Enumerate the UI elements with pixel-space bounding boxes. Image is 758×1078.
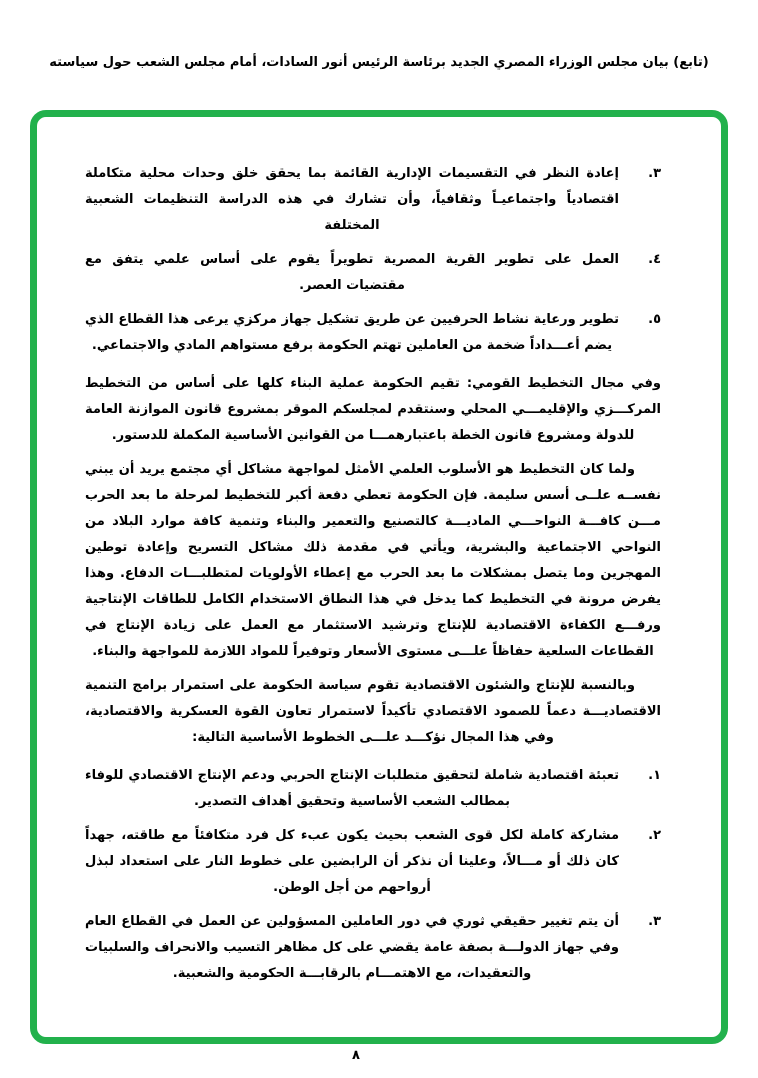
list-item-number: ١. xyxy=(648,768,661,783)
list-item-text: تعبئة اقتصادية شاملة لتحقيق متطلبات الإنتاج الحربي ودعم الإنتاج الاقتصادي للوفاء بمطالب الشعب الأساسية وتحقيق أهداف التصدير. xyxy=(85,768,619,809)
list-item-number: ٢. xyxy=(648,828,661,843)
paragraph-economic-affairs: وبالنسبة للإنتاج والشئون الاقتصادية تقوم سياسة الحكومة على استمرار برامج التنمية الاقتصاديـــة دعماً للصمود الاقتصادي تأكيداً لاستمرار تعاون القوة العسكرية والاقتصادية، وفي هذا المجال نؤكـــد علـــى الخطوط الأساسية التالية: xyxy=(85,678,661,745)
list-item-text: إعادة النظر في التقسيمات الإدارية القائمة بما يحقق خلق وحدات محلية متكاملة اقتصادياً واجتماعيـاً وثقافياً، وأن تشارك في هذه الدراسة التنظيمات الشعبية المختلفة xyxy=(85,166,619,233)
statement-frame xyxy=(30,110,728,1044)
list-item xyxy=(85,307,661,359)
list-item-text: مشاركة كاملة لكل قوى الشعب بحيث يكون عبء كل فرد متكافئاً مع طاقته، جهداً كان ذلك أو مـــالاً، وعلينا أن نذكر أن الرابضين على خطوط النار على استعداد لبذل أرواحهم من أجل الوطن. xyxy=(85,828,619,895)
list-item-number: ٣. xyxy=(648,166,661,181)
list-item xyxy=(85,247,661,299)
list-item xyxy=(85,763,661,815)
list-item-text: أن يتم تغيير حقيقي ثوري في دور العاملين المسؤولين عن العمل في القطاع العام وفي جهاز الدولـــة بصفة عامة يقضي على كل مظاهر التسيب والانحراف والسلبيات والتعقيدات، مع الاهتمـــام بالرقابـــة الحكومية والشعبية. xyxy=(85,914,619,981)
list-item xyxy=(85,161,661,239)
paragraph-planning-method: ولما كان التخطيط هو الأسلوب العلمي الأمثل لمواجهة مشاكل أي مجتمع يريد أن يبني نفســه علــى أسس سليمة. فإن الحكومة تعطي دفعة أكبر للتخطيط لمرحلة ما بعد الحرب مـــن كافـــة النواحـــي الماديـــة كالتصنيع والتعمير والبناء وتنمية كافة موارد البلاد من النواحي الاجتماعية والبشرية، ويأتي في مقدمة ذلك مشاكل التسريح وإعادة توطين المهجرين وما يتصل بمشكلات ما بعد الحرب مع إعطاء الأولويات لمتطلبـــات الدفاع. وهذا يفرض مرونة في التخطيط كما يدخل في هذا النطاق الاستخدام الكامل للطاقات الإنتاجية ورفـــع الكفاءة الاقتصادية للإنتاج وترشيد الاستثمار مع العمل على زيادة الإنتاج في القطاعات السلعية حفاظاً علـــى مستوى الأسعار وتوفيراً للمواد اللازمة للمواجهة والبناء. xyxy=(85,462,661,659)
page-number: ٨ xyxy=(352,1048,360,1063)
list-item-text: العمل على تطوير القرية المصرية تطويراً يقوم على أساس علمي يتفق مع مقتضيات العصر. xyxy=(85,252,619,293)
list-item xyxy=(85,823,661,901)
list-item-text: تطوير ورعاية نشاط الحرفيين عن طريق تشكيل جهاز مركزي يرعى هذا القطاع الذي يضم أعـــداداً ضخمة من العاملين تهتم الحكومة برفع مستواهم المادي والاجتماعي. xyxy=(85,312,619,353)
list-item-number: ٣. xyxy=(648,914,661,929)
list-item xyxy=(85,909,661,987)
statement-body xyxy=(37,117,721,987)
list-item-number: ٤. xyxy=(648,252,661,267)
list-item-number: ٥. xyxy=(648,312,661,327)
paragraph-national-planning: وفي مجال التخطيط القومي: تقيم الحكومة عملية البناء كلها على أساس من التخطيط المركـــزي والإقليمـــي المحلي وسنتقدم لمجلسكم الموقر بمشروع قانون الموازنة العامة للدولة ومشروع قانون الخطة باعتبارهمـــا من القوانين الأساسية المكملة للدستور. xyxy=(85,376,661,443)
page-header-title: (تابع) بيان مجلس الوزراء المصري الجديد برئاسة الرئيس أنور السادات، أمام مجلس الشعب حول سياسته xyxy=(49,55,709,70)
